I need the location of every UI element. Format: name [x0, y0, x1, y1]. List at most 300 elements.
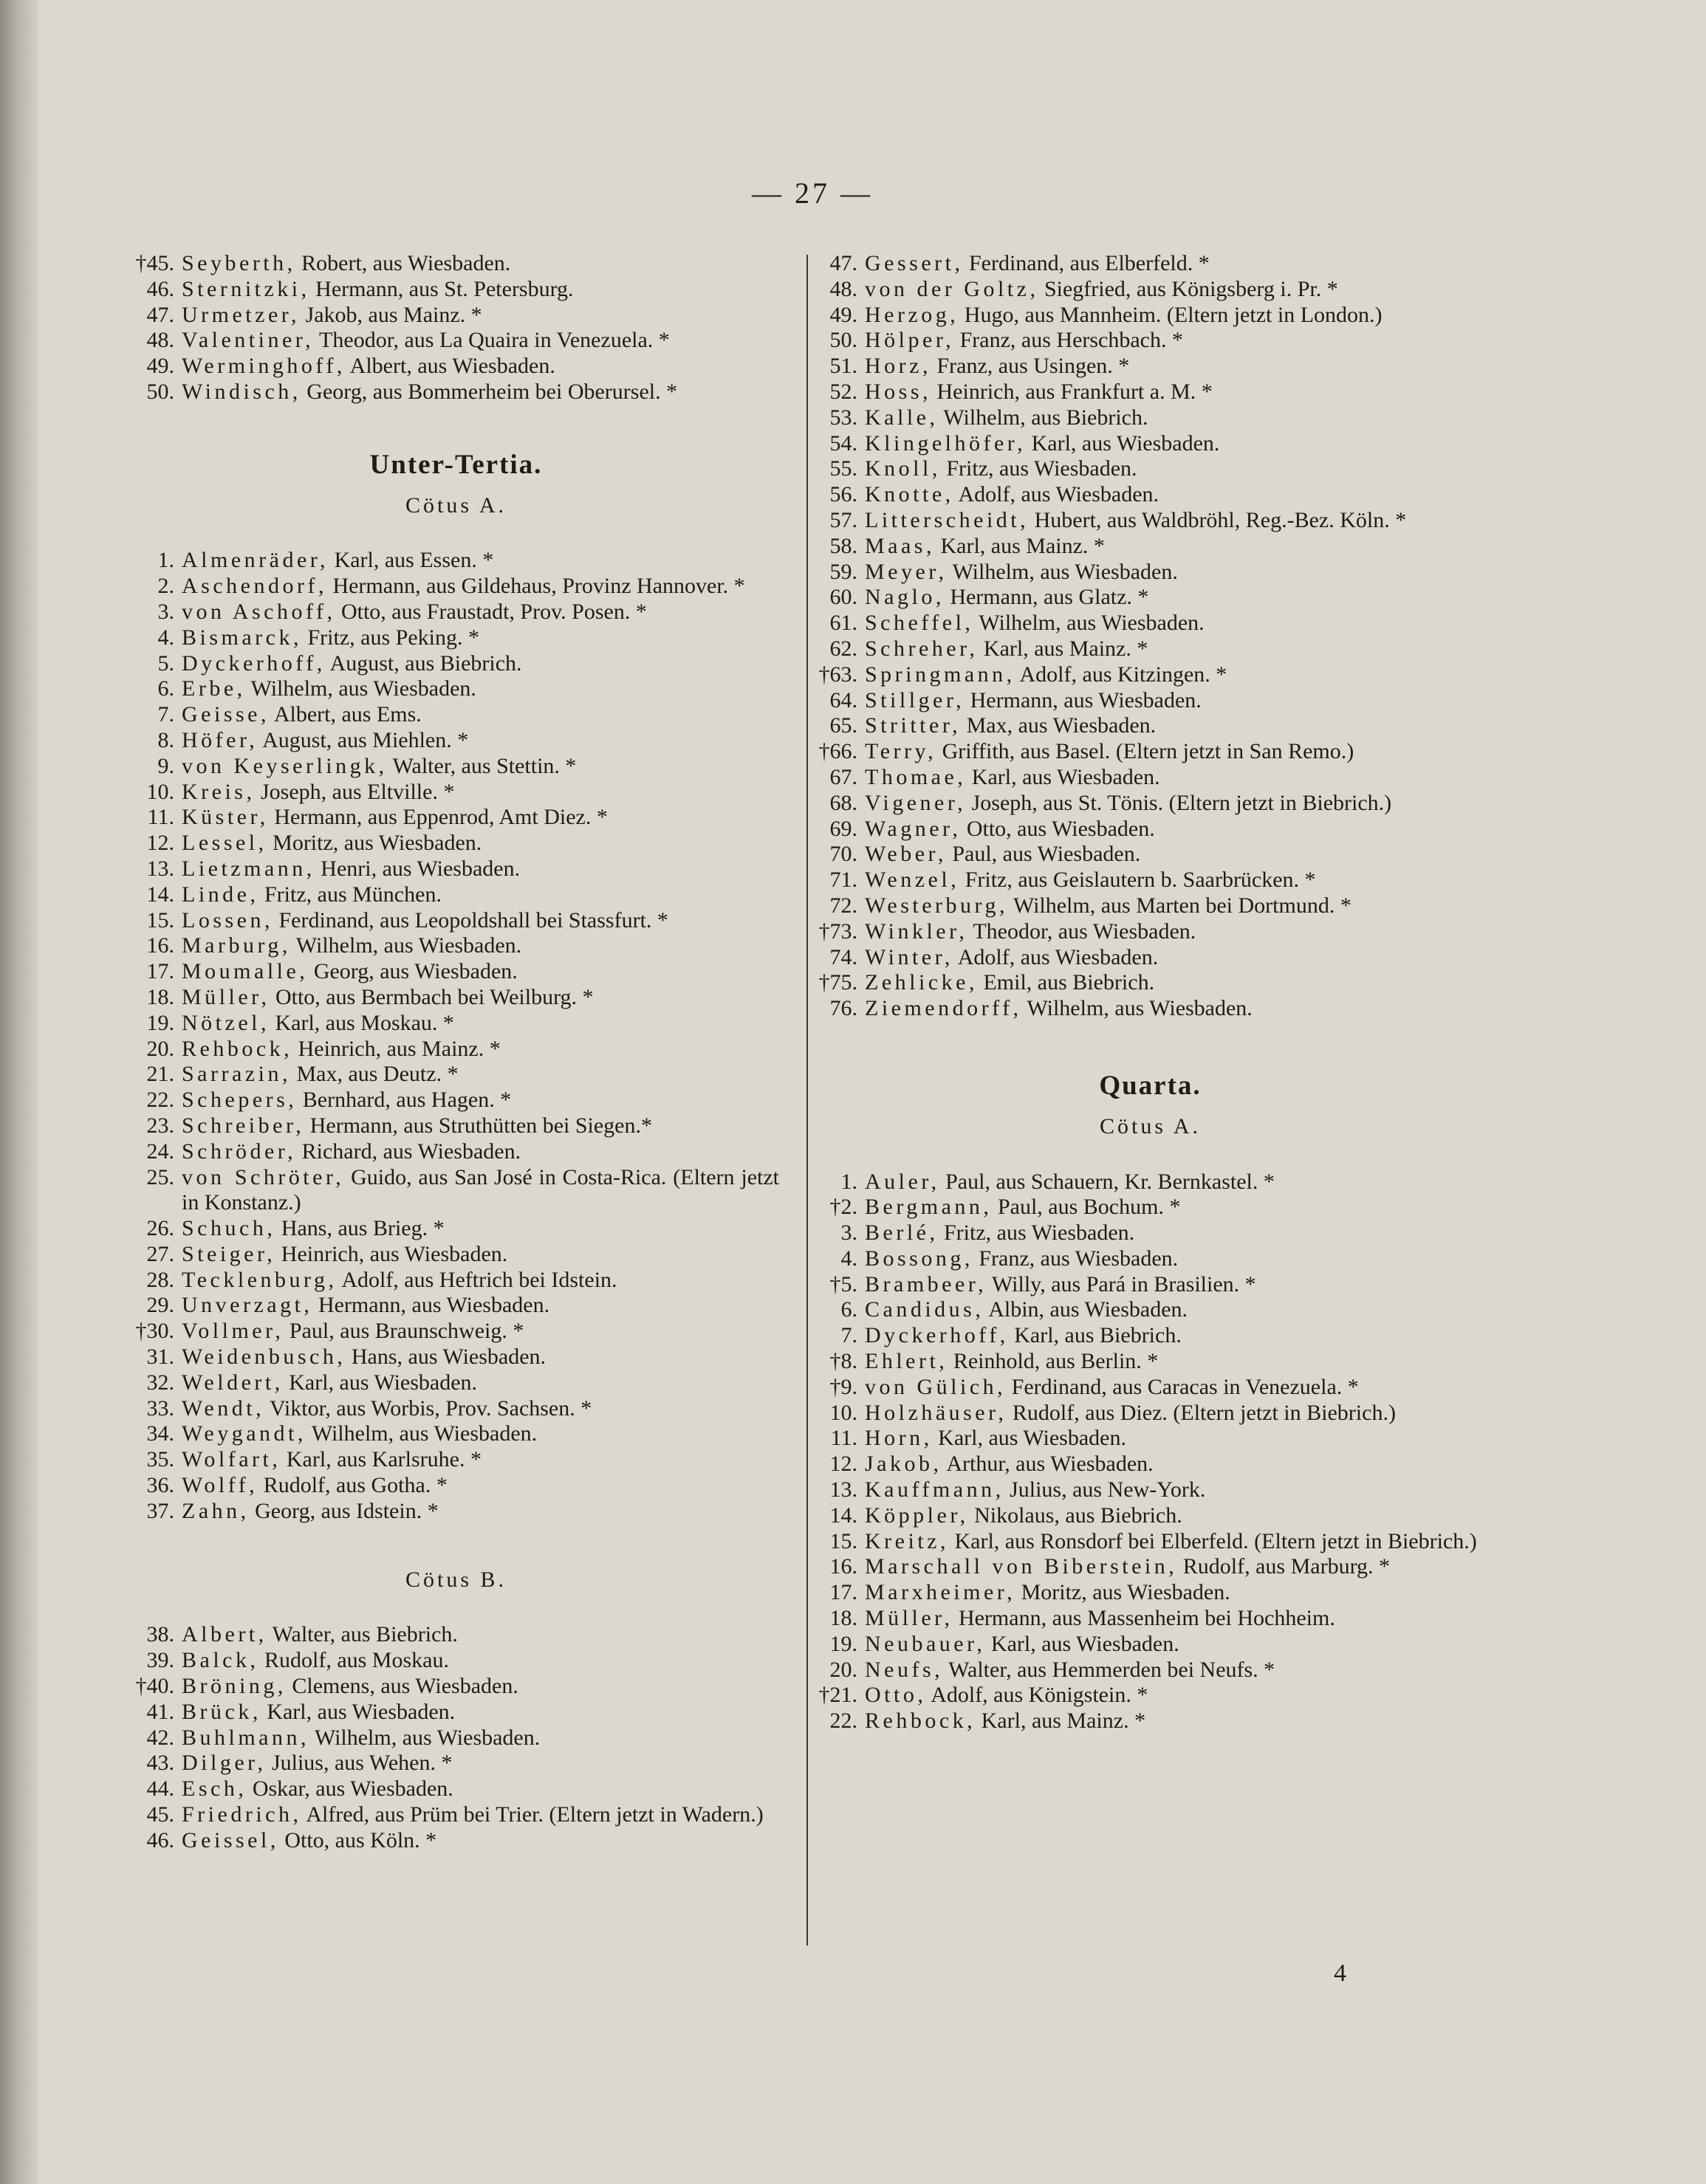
- student-surname: Winkler,: [865, 918, 968, 944]
- student-details: Karl, aus Biebrich.: [1008, 1323, 1182, 1348]
- student-entry: [816, 1297, 1484, 1323]
- student-details: Oskar, aus Wiesbaden.: [247, 1776, 453, 1802]
- student-surname: Linde,: [182, 882, 259, 907]
- student-surname: Candidus,: [865, 1297, 984, 1322]
- student-entry: [133, 1622, 779, 1648]
- entry-number: 69.: [829, 816, 857, 841]
- entry-number: 6.: [840, 1297, 857, 1322]
- student-details: Walter, aus Stettin. *: [387, 753, 577, 778]
- student-entry: [816, 1606, 1484, 1632]
- student-entry: [816, 431, 1484, 457]
- student-surname: Litterscheidt,: [865, 507, 1030, 532]
- student-entry: [133, 728, 779, 754]
- student-entry: [133, 908, 779, 934]
- student-surname: Unverzagt,: [182, 1293, 313, 1318]
- entry-number: 55.: [829, 456, 857, 481]
- student-entry: [816, 945, 1484, 971]
- student-surname: Wendt,: [182, 1395, 265, 1421]
- student-entry: [133, 1216, 779, 1242]
- student-details: Georg, aus Bommerheim bei Oberursel. *: [301, 379, 678, 404]
- student-details: Griffith, aus Basel. (Eltern jetzt in San Remo.): [936, 739, 1354, 764]
- student-surname: Aschendorf,: [182, 574, 327, 599]
- student-details: Wilhelm, aus Wiesbaden.: [973, 611, 1205, 636]
- student-surname: Meyer,: [865, 559, 948, 584]
- student-entry: [133, 1828, 779, 1854]
- student-details: Wilhelm, aus Marten bei Dortmund. *: [1008, 893, 1352, 918]
- entry-number: 13.: [829, 1477, 857, 1503]
- student-surname: Zahn,: [182, 1498, 250, 1523]
- student-entry: [133, 1345, 779, 1370]
- student-entry: [133, 600, 779, 625]
- entry-number: 43.: [146, 1751, 174, 1776]
- student-details: Albin, aus Wiesbaden.: [984, 1297, 1188, 1322]
- student-surname: Urmetzer,: [182, 302, 301, 327]
- student-entry: [133, 354, 779, 380]
- student-details: Hermann, aus Glatz. *: [944, 585, 1149, 610]
- student-surname: Brück,: [182, 1699, 261, 1724]
- student-details: Karl, aus Wiesbaden.: [1026, 430, 1220, 456]
- student-details: Adolf, aus Königstein. *: [926, 1683, 1148, 1708]
- student-surname: Buhlmann,: [182, 1725, 309, 1750]
- student-details: Henri, aus Wiesbaden.: [315, 856, 521, 881]
- entry-number: 49.: [146, 354, 174, 379]
- student-details: Karl, aus Moskau. *: [269, 1010, 454, 1035]
- entry-number: 32.: [146, 1370, 174, 1395]
- entry-number: 33.: [146, 1395, 174, 1421]
- student-details: Fritz, aus Geislautern b. Saarbrücken. *: [959, 868, 1316, 893]
- student-entry: [816, 482, 1484, 508]
- entry-number: 3.: [157, 599, 174, 624]
- student-details: Walter, aus Hemmerden bei Neufs. *: [943, 1657, 1275, 1682]
- subheading-cotus-b: Cötus B.: [405, 1567, 507, 1592]
- student-entry: [816, 1503, 1484, 1529]
- student-entry: [133, 1319, 779, 1345]
- entry-number: †73.: [818, 918, 857, 944]
- student-surname: von Schröter,: [182, 1164, 345, 1189]
- student-entry: [133, 1725, 779, 1751]
- student-entry: [133, 251, 779, 277]
- student-entry: [816, 893, 1484, 919]
- entry-number: 25.: [146, 1164, 174, 1189]
- student-entry: [816, 1272, 1484, 1298]
- student-details: Adolf, aus Kitzingen. *: [1015, 662, 1227, 687]
- student-details: Julius, aus Wehen. *: [266, 1751, 453, 1776]
- student-details: Wilhelm, aus Wiesbaden.: [290, 933, 522, 958]
- left-column: [133, 251, 779, 1854]
- student-details: Karl, aus Wiesbaden.: [966, 764, 1160, 789]
- student-entry: [816, 842, 1484, 868]
- student-details: Clemens, aus Wiesbaden.: [286, 1674, 518, 1699]
- student-entry: [133, 1421, 779, 1447]
- student-details: Georg, aus Idstein. *: [249, 1498, 439, 1523]
- student-entry: [133, 1473, 779, 1499]
- student-surname: Valentiner,: [182, 328, 315, 353]
- student-details: Siegfried, aus Königsberg i. Pr. *: [1038, 276, 1338, 301]
- student-entry: [816, 1195, 1484, 1220]
- student-entry: [133, 1268, 779, 1294]
- entry-number: 14.: [146, 882, 174, 907]
- student-details: Moritz, aus Wiesbaden.: [267, 831, 482, 856]
- student-details: Hubert, aus Waldbröhl, Reg.-Bez. Köln. *: [1029, 507, 1407, 532]
- student-entry: [133, 574, 779, 600]
- student-surname: Kreis,: [182, 779, 256, 804]
- entry-number: †75.: [818, 970, 857, 995]
- student-surname: Jakob,: [865, 1452, 942, 1477]
- student-surname: Weidenbusch,: [182, 1345, 346, 1370]
- entry-number: 42.: [146, 1725, 174, 1750]
- section-heading-unter-tertia: Unter-Tertia.: [369, 449, 543, 480]
- entry-number: 24.: [146, 1139, 174, 1164]
- entry-number: 26.: [146, 1216, 174, 1241]
- student-surname: Weber,: [865, 842, 947, 867]
- entry-number: 49.: [829, 302, 857, 327]
- student-surname: Albert,: [182, 1622, 267, 1647]
- entry-number: 9.: [157, 753, 174, 778]
- student-details: Bernhard, aus Hagen. *: [297, 1088, 512, 1113]
- student-entry: [133, 380, 779, 405]
- student-surname: Geissel,: [182, 1827, 279, 1852]
- student-surname: Lietzmann,: [182, 856, 315, 881]
- entry-number: 3.: [840, 1220, 857, 1246]
- student-surname: Almenräder,: [182, 548, 329, 573]
- entry-number: 19.: [146, 1010, 174, 1035]
- student-details: Karl, aus Wiesbaden.: [283, 1370, 478, 1395]
- entry-number: 17.: [829, 1580, 857, 1605]
- student-entry: [816, 534, 1484, 560]
- student-entry: [133, 933, 779, 959]
- student-surname: Sternitzki,: [182, 276, 310, 301]
- student-surname: Tecklenburg,: [182, 1267, 338, 1292]
- student-entry: [133, 702, 779, 728]
- student-details: Theodor, aus Wiesbaden.: [967, 918, 1196, 944]
- student-surname: Otto,: [865, 1683, 927, 1708]
- student-entry: [133, 1447, 779, 1473]
- student-details: Rudolf, aus Moskau.: [258, 1648, 449, 1673]
- student-entry: [816, 970, 1484, 996]
- student-surname: Lessel,: [182, 831, 267, 856]
- student-details: Jakob, aus Mainz. *: [300, 302, 482, 327]
- student-entry: [133, 1293, 779, 1319]
- entry-number: 35.: [146, 1447, 174, 1472]
- entry-number: 6.: [157, 676, 174, 701]
- entry-list: [816, 1170, 1484, 1735]
- entry-number: †30.: [135, 1319, 174, 1344]
- student-entry: [816, 1632, 1484, 1658]
- entry-number: 1.: [840, 1169, 857, 1194]
- entry-number: 7.: [840, 1323, 857, 1348]
- entry-number: 17.: [146, 959, 174, 984]
- student-details: Otto, aus Köln. *: [278, 1827, 437, 1852]
- student-details: Hermann, aus Wiesbaden.: [965, 687, 1202, 712]
- entry-number: 16.: [829, 1554, 857, 1579]
- student-surname: Erbe,: [182, 676, 246, 701]
- student-details: Adolf, aus Heftrich bei Idstein.: [337, 1267, 617, 1292]
- student-surname: Weldert,: [182, 1370, 284, 1395]
- student-details: Hermann, aus Struthütten bei Siegen.*: [304, 1113, 652, 1138]
- student-surname: Ehlert,: [865, 1349, 948, 1374]
- student-surname: Dyckerhoff,: [182, 650, 326, 676]
- student-details: Otto, aus Fraustadt, Prov. Posen. *: [335, 599, 647, 624]
- entry-number: 74.: [829, 944, 857, 969]
- entry-number: †21.: [818, 1683, 857, 1708]
- student-entry: [816, 1349, 1484, 1375]
- student-entry: [133, 1776, 779, 1802]
- student-surname: Herzog,: [865, 302, 959, 327]
- entry-number: 65.: [829, 713, 857, 738]
- entry-number: 71.: [829, 868, 857, 893]
- student-details: Wilhelm, aus Wiesbaden.: [309, 1725, 541, 1750]
- student-surname: Wolfart,: [182, 1447, 281, 1472]
- student-details: Karl, aus Ronsdorf bei Elberfeld. (Eltern jetzt in Biebrich.): [948, 1528, 1477, 1553]
- student-entry: [816, 1529, 1484, 1555]
- student-details: Heinrich, aus Mainz. *: [292, 1036, 501, 1061]
- entry-number: 54.: [829, 430, 857, 456]
- student-details: Heinrich, aus Frankfurt a. M. *: [931, 379, 1213, 404]
- student-surname: Brambeer,: [865, 1271, 987, 1297]
- entry-number: 64.: [829, 687, 857, 712]
- student-details: Fritz, aus Peking. *: [301, 625, 479, 650]
- student-surname: Weygandt,: [182, 1421, 306, 1446]
- student-entry: [133, 1751, 779, 1776]
- student-details: Paul, aus Schauern, Kr. Bernkastel. *: [939, 1169, 1275, 1194]
- student-details: Hermann, aus Wiesbaden.: [312, 1293, 550, 1318]
- student-surname: Höfer,: [182, 727, 258, 752]
- entry-number: 11.: [147, 805, 174, 830]
- signature-mark: 4: [1334, 1960, 1346, 1987]
- student-details: Fritz, aus München.: [258, 882, 442, 907]
- student-details: Hermann, aus Eppenrod, Amt Diez. *: [268, 805, 608, 830]
- entry-number: 36.: [146, 1473, 174, 1498]
- student-entry: [816, 1170, 1484, 1195]
- entry-number: 48.: [146, 328, 174, 353]
- entry-number: 10.: [829, 1400, 857, 1425]
- student-surname: Rehbock,: [865, 1709, 976, 1734]
- entry-number: 29.: [146, 1293, 174, 1318]
- student-entry: [133, 1139, 779, 1165]
- student-entry: [133, 277, 779, 303]
- student-surname: Kauffmann,: [865, 1477, 1004, 1503]
- entry-number: 47.: [146, 302, 174, 327]
- entry-number: 8.: [157, 727, 174, 752]
- student-entry: [816, 1375, 1484, 1401]
- student-entry: [816, 1323, 1484, 1349]
- entry-number: 37.: [146, 1498, 174, 1523]
- student-entry: [133, 1700, 779, 1725]
- entry-number: 50.: [146, 379, 174, 404]
- student-entry: [816, 251, 1484, 277]
- student-surname: Holzhäuser,: [865, 1400, 1007, 1425]
- student-surname: Wolff,: [182, 1473, 258, 1498]
- student-details: Hugo, aus Mannheim. (Eltern jetzt in London.): [959, 302, 1383, 327]
- student-surname: von der Goltz,: [865, 276, 1039, 301]
- section-heading-quarta: Quarta.: [1099, 1070, 1202, 1101]
- student-surname: Wagner,: [865, 816, 962, 841]
- entry-number: 31.: [146, 1345, 174, 1370]
- student-surname: Schepers,: [182, 1088, 298, 1113]
- student-entry: [816, 817, 1484, 842]
- student-details: Wilhelm, aus Biebrich.: [938, 405, 1148, 430]
- entry-number: 20.: [146, 1036, 174, 1061]
- student-details: Max, aus Wiesbaden.: [961, 713, 1157, 738]
- entry-list: [133, 1622, 779, 1853]
- student-details: Hans, aus Wiesbaden.: [346, 1345, 547, 1370]
- student-surname: Schröder,: [182, 1139, 297, 1164]
- student-surname: Kalle,: [865, 405, 939, 430]
- entry-number: 46.: [146, 276, 174, 301]
- entry-number: 11.: [830, 1426, 857, 1451]
- student-surname: Bergmann,: [865, 1195, 993, 1220]
- student-entry: [133, 780, 779, 806]
- student-entry: [133, 1088, 779, 1113]
- entry-number: 5.: [157, 650, 174, 676]
- student-details: August, aus Miehlen. *: [258, 727, 469, 752]
- student-details: Heinrich, aus Wiesbaden.: [275, 1241, 508, 1266]
- entry-number: 28.: [146, 1267, 174, 1292]
- entry-number: 38.: [146, 1622, 174, 1647]
- student-entry: [816, 636, 1484, 662]
- student-details: Georg, aus Wiesbaden.: [308, 959, 518, 984]
- student-surname: Geisse,: [182, 702, 270, 727]
- student-surname: Bismarck,: [182, 625, 302, 650]
- student-entry: [133, 1062, 779, 1088]
- student-details: Hermann, aus Massenheim bei Hochheim.: [953, 1606, 1335, 1631]
- student-surname: Schreher,: [865, 636, 979, 661]
- student-entry: [816, 277, 1484, 303]
- student-details: Wilhelm, aus Wiesbaden.: [245, 676, 476, 701]
- student-details: Ferdinand, aus Caracas in Venezuela. *: [1006, 1374, 1359, 1399]
- student-details: Wilhelm, aus Wiesbaden.: [1021, 996, 1253, 1021]
- student-surname: Schreiber,: [182, 1113, 305, 1138]
- entry-number: 50.: [829, 328, 857, 353]
- student-entry: [133, 1674, 779, 1700]
- student-details: Adolf, aus Wiesbaden.: [953, 944, 1159, 969]
- entry-number: 41.: [146, 1699, 174, 1724]
- student-entry: [816, 1709, 1484, 1734]
- student-entry: [816, 560, 1484, 586]
- student-surname: Stillger,: [865, 687, 965, 712]
- student-details: Reinhold, aus Berlin. *: [948, 1349, 1159, 1374]
- student-details: Hans, aus Brieg. *: [275, 1216, 445, 1241]
- student-details: Rudolf, aus Marburg. *: [1177, 1554, 1391, 1579]
- student-entry: [816, 611, 1484, 636]
- student-entry: [133, 625, 779, 651]
- student-details: Hermann, aus St. Petersburg.: [309, 276, 574, 301]
- student-surname: Neubauer,: [865, 1631, 986, 1656]
- entry-number: 52.: [829, 379, 857, 404]
- entry-number: 67.: [829, 764, 857, 789]
- student-details: Karl, aus Mainz. *: [978, 636, 1148, 661]
- entry-number: †2.: [829, 1195, 857, 1220]
- student-entry: [816, 303, 1484, 329]
- student-details: Adolf, aus Wiesbaden.: [953, 482, 1159, 507]
- entry-number: 51.: [829, 354, 857, 379]
- student-surname: von Keyserlingk,: [182, 753, 388, 778]
- entry-number: 46.: [146, 1827, 174, 1852]
- entry-number: 34.: [146, 1421, 174, 1446]
- student-surname: Naglo,: [865, 585, 945, 610]
- student-entry: [816, 688, 1484, 714]
- student-surname: von Aschoff,: [182, 599, 336, 624]
- entry-number: 47.: [829, 251, 857, 275]
- entry-number: †45.: [135, 251, 174, 275]
- student-surname: Müller,: [865, 1606, 953, 1631]
- entry-number: 61.: [829, 611, 857, 636]
- student-details: Theodor, aus La Quaira in Venezuela. *: [314, 328, 670, 353]
- student-surname: Müller,: [182, 984, 270, 1009]
- student-surname: Springmann,: [865, 662, 1015, 687]
- student-surname: Horn,: [865, 1426, 933, 1451]
- student-details: Richard, aus Wiesbaden.: [296, 1139, 521, 1164]
- student-surname: Bossong,: [865, 1246, 973, 1271]
- student-entry: [133, 303, 779, 329]
- student-surname: Neufs,: [865, 1657, 944, 1682]
- entry-number: 15.: [146, 907, 174, 933]
- student-details: Paul, aus Braunschweig. *: [284, 1319, 524, 1344]
- entry-number: 12.: [829, 1452, 857, 1477]
- student-entry: [816, 739, 1484, 765]
- student-details: Otto, aus Bermbach bei Weilburg. *: [270, 984, 594, 1009]
- student-surname: Köppler,: [865, 1503, 969, 1528]
- student-entry: [133, 1037, 779, 1062]
- student-entry: [133, 959, 779, 985]
- student-entry: [133, 651, 779, 677]
- entry-number: 72.: [829, 893, 857, 918]
- student-surname: Scheffel,: [865, 611, 974, 636]
- student-entry: [816, 713, 1484, 739]
- student-surname: Berlé,: [865, 1220, 939, 1246]
- entry-number: †9.: [829, 1374, 857, 1399]
- student-entry: [816, 354, 1484, 380]
- student-surname: Nötzel,: [182, 1010, 270, 1035]
- student-entry: [816, 765, 1484, 791]
- student-entry: [816, 1477, 1484, 1503]
- student-details: Rudolf, aus Diez. (Eltern jetzt in Biebrich.): [1007, 1400, 1396, 1425]
- student-surname: Kreitz,: [865, 1528, 949, 1553]
- student-details: Karl, aus Wiesbaden.: [985, 1631, 1179, 1656]
- student-details: Willy, aus Pará in Brasilien. *: [987, 1271, 1256, 1297]
- student-details: Albert, aus Ems.: [269, 702, 422, 727]
- entry-number: 58.: [829, 533, 857, 558]
- student-entry: [816, 662, 1484, 688]
- student-details: Karl, aus Mainz. *: [934, 533, 1105, 558]
- student-surname: Schuch,: [182, 1216, 276, 1241]
- entry-number: 7.: [157, 702, 174, 727]
- student-details: Joseph, aus St. Tönis. (Eltern jetzt in Biebrich.): [966, 790, 1392, 815]
- student-entry: [133, 548, 779, 574]
- student-surname: Westerburg,: [865, 893, 1008, 918]
- student-details: Karl, aus Essen. *: [329, 548, 494, 573]
- student-details: Guido, aus San José in Costa-Rica. (Eltern jetzt in Konstanz.): [182, 1164, 779, 1215]
- student-entry: [133, 676, 779, 702]
- student-surname: Balck,: [182, 1648, 259, 1673]
- student-surname: Steiger,: [182, 1241, 276, 1266]
- student-details: Rudolf, aus Gotha. *: [258, 1473, 448, 1498]
- student-details: Viktor, aus Worbis, Prov. Sachsen. *: [264, 1395, 592, 1421]
- student-details: Karl, aus Wiesbaden.: [261, 1699, 456, 1724]
- student-surname: Horz,: [865, 354, 931, 379]
- entry-number: 68.: [829, 790, 857, 815]
- student-entry: [133, 1802, 779, 1828]
- student-details: Wilhelm, aus Wiesbaden.: [947, 559, 1178, 584]
- student-surname: Winter,: [865, 944, 953, 969]
- student-surname: Vollmer,: [182, 1319, 284, 1344]
- student-surname: Stritter,: [865, 713, 962, 738]
- student-surname: Gessert,: [865, 251, 964, 275]
- student-entry: [816, 919, 1484, 945]
- entry-number: 16.: [146, 933, 174, 958]
- entry-number: 18.: [146, 984, 174, 1009]
- student-surname: Windisch,: [182, 379, 301, 404]
